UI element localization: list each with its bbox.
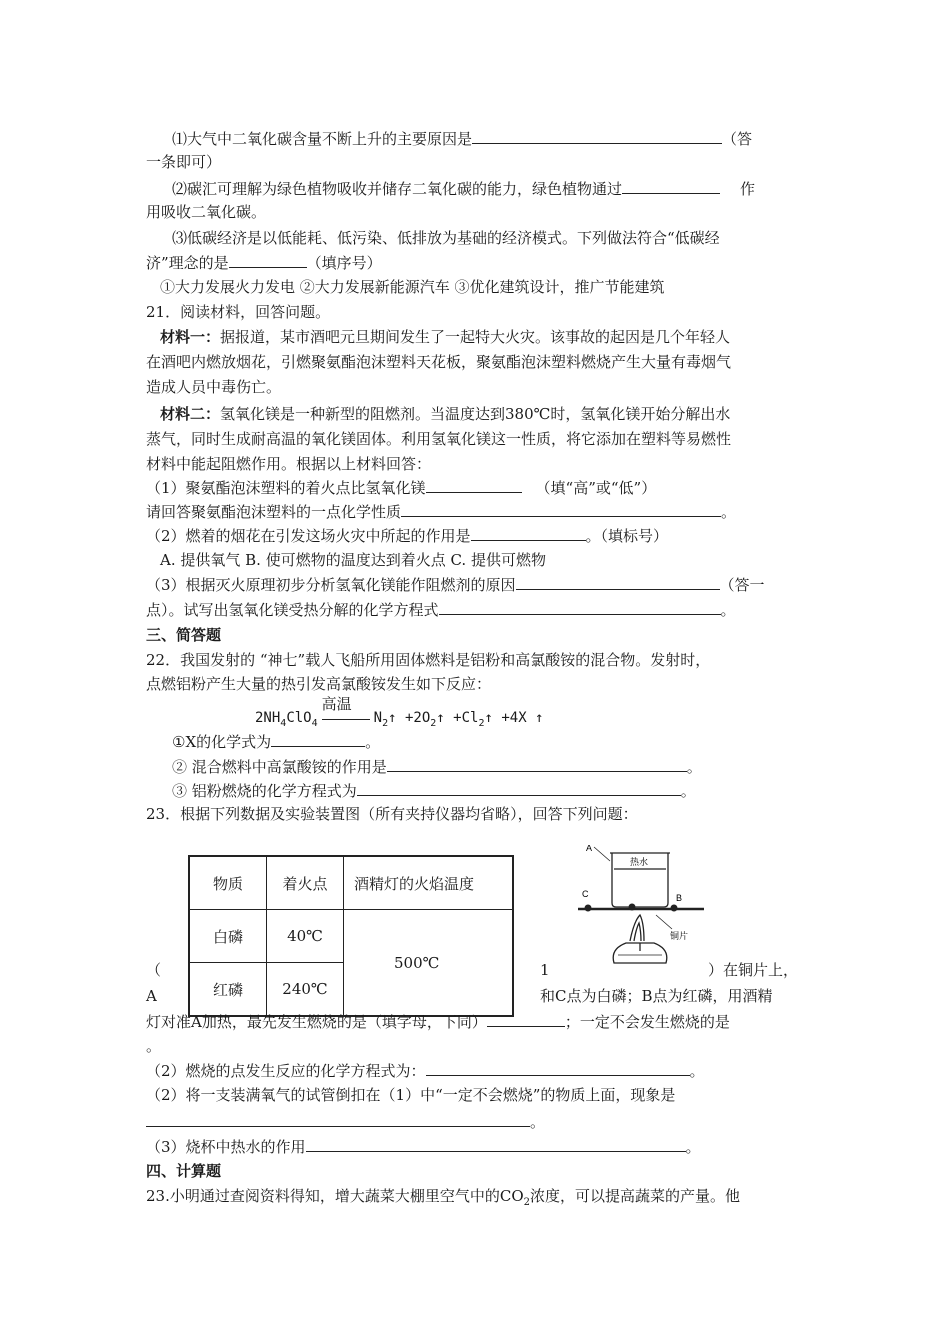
q23-sub2b: （2）将一支装满氧气的试管倒扣在（1）中“一定不会燃烧”的物质上面，现象是 — [146, 1086, 676, 1104]
q22-sub3: ③ 铝粉燃烧的化学方程式为 。 — [172, 782, 696, 800]
q20-part2-cont: 用吸收二氧化碳。 — [146, 203, 267, 221]
label-b: B — [676, 893, 683, 903]
q21-sub3: （3）根据灭火原理初步分析氢氧化镁能作阻燃剂的原因 （答一 — [146, 576, 765, 594]
q21-sub1-b: 请回答聚氨酯泡沫塑料的一点化学性质 。 — [146, 503, 737, 521]
answer-blank[interactable] — [426, 477, 522, 493]
q21-material1: 材料一：据报道，某市酒吧元旦期间发生了一起特大火灾。该事故的起因是几个年轻人 — [160, 328, 731, 346]
answer-blank[interactable] — [387, 756, 687, 772]
q20-part3-cont: 济”理念的是 （填序号） — [146, 254, 382, 272]
q21-sub2: （2）燃着的烟花在引发这场火灾中所起的作用是 。（填标号） — [146, 527, 669, 545]
answer-blank[interactable] — [357, 780, 681, 796]
section-heading: 四、计算题 — [146, 1162, 222, 1180]
table-cell: 白磷 — [189, 910, 267, 963]
q23-heading: 23．根据下列数据及实验装置图（所有夹持仪器均省略），回答下列问题： — [146, 805, 638, 823]
q21-material1-line3: 造成人员中毒伤亡。 — [146, 378, 282, 396]
point-c — [585, 905, 592, 912]
answer-blank[interactable] — [487, 1011, 565, 1027]
q20-part3: ⑶低碳经济是以低能耗、低污染、低排放为基础的经济模式。下列做法符合“低碳经 — [172, 229, 720, 247]
q22-sub2: ② 混合燃料中高氯酸铵的作用是 。 — [172, 758, 702, 776]
label-a: A — [586, 845, 593, 853]
answer-blank[interactable] — [229, 252, 307, 268]
answer-blank[interactable] — [516, 574, 720, 590]
q22-text: 22．我国发射的 “神七”载人飞船所用固体燃料是铝粉和高氯酸铵的混合物。发射时， — [146, 651, 711, 669]
answer-blank[interactable] — [401, 501, 721, 517]
q20-part2: ⑵碳汇可理解为绿色植物吸收并储存二氧化碳的能力，绿色植物通过 作 — [172, 180, 756, 198]
q23-line1: ）在铜片上， — [708, 961, 799, 979]
q21-sub2-options: A. 提供氧气 B. 使可燃物的温度达到着火点 C. 提供可燃物 — [160, 551, 546, 569]
q22-text-2: 点燃铝粉产生大量的热引发高氯酸铵发生如下反应： — [146, 675, 492, 693]
answer-blank[interactable] — [622, 178, 720, 194]
answer-blank[interactable] — [146, 1111, 530, 1127]
section-heading: 三、简答题 — [146, 626, 222, 644]
apparatus-figure — [574, 845, 714, 975]
q20-part1-cont: 一条即可） — [146, 153, 222, 171]
q21-material2: 材料二：氢氧化镁是一种新型的阻燃剂。当温度达到380℃时，氢氧化镁开始分解出水 — [160, 405, 731, 423]
answer-blank[interactable] — [271, 731, 365, 747]
chemical-equation: $2NH_4ClO_4$ 高温 $N_2↑$ $+2O_2↑$ $+Cl_2↑ +4X$ ↑ — [255, 695, 544, 729]
paren-fragment: （ — [146, 961, 162, 979]
q23-line2: 和C点为白磷；B点为红磷，用酒精 — [540, 987, 773, 1005]
answer-blank[interactable] — [426, 1060, 690, 1076]
answer-blank[interactable] — [306, 1136, 686, 1152]
label-hot-water: 热水 — [630, 857, 649, 867]
table-cell: 240℃ — [267, 963, 344, 1017]
q21-material2-line2: 蒸气，同时生成耐高温的氧化镁固体。利用氢氧化镁这一性质，将它添加在塑料等易燃性 — [146, 430, 732, 448]
answer-blank[interactable] — [472, 128, 722, 144]
q21-sub3-b: 点）。试写出氢氧化镁受热分解的化学方程式 。 — [146, 601, 736, 619]
letter-fragment: A — [146, 987, 157, 1005]
table-header: 着火点 — [267, 856, 344, 910]
point-b — [671, 905, 678, 912]
answer-blank[interactable] — [439, 599, 721, 615]
ignition-table — [188, 855, 514, 1017]
q21-heading: 21．阅读材料，回答问题。 — [146, 303, 331, 321]
table-row — [189, 910, 513, 963]
q20-part1: ⑴大气中二氧化碳含量不断上升的主要原因是 （答 — [172, 130, 753, 148]
table-cell: 40℃ — [267, 910, 344, 963]
table-cell: 500℃ — [344, 910, 514, 1017]
q24-text: 23.小明通过查阅资料得知，增大蔬菜大棚里空气中的$CO_2$浓度，可以提高蔬菜的产量。他 — [146, 1187, 741, 1208]
q23-line3: 灯对准A加热，最先发生燃烧的是（填字母，下同） ；一定不会发生燃烧的是 — [146, 1013, 730, 1031]
reaction-arrow: 高温 — [318, 708, 374, 728]
q21-material1-line2: 在酒吧内燃放烟花，引燃聚氨酯泡沫塑料天花板，聚氨酯泡沫塑料燃烧产生大量有毒烟气 — [146, 353, 732, 371]
q23-line4: 。 — [146, 1037, 162, 1055]
point-a — [629, 904, 636, 911]
table-header: 酒精灯的火焰温度 — [344, 856, 514, 910]
label-copper: 铜片 — [670, 931, 689, 941]
q23-sub2b-answer: 。 — [146, 1111, 545, 1132]
number-fragment: 1 — [540, 961, 550, 979]
q22-sub1: ①X的化学式为 。 — [172, 733, 381, 751]
label-c: C — [582, 889, 589, 899]
answer-blank[interactable] — [471, 525, 586, 541]
q20-options: ①大力发展火力发电 ②大力发展新能源汽车 ③优化建筑设计，推广节能建筑 — [160, 278, 665, 296]
q21-sub1: （1）聚氨酯泡沫塑料的着火点比氢氧化镁 （填“高”或“低”） — [146, 479, 657, 497]
table-row — [189, 856, 513, 910]
q21-material2-line3: 材料中能起阻燃作用。根据以上材料回答： — [146, 455, 432, 473]
q23-sub2: （2）燃烧的点发生反应的化学方程式为： 。 — [146, 1062, 705, 1080]
q23-sub3: （3）烧杯中热水的作用 。 — [146, 1138, 701, 1156]
table-header: 物质 — [189, 856, 267, 910]
table-cell: 红磷 — [189, 963, 267, 1017]
